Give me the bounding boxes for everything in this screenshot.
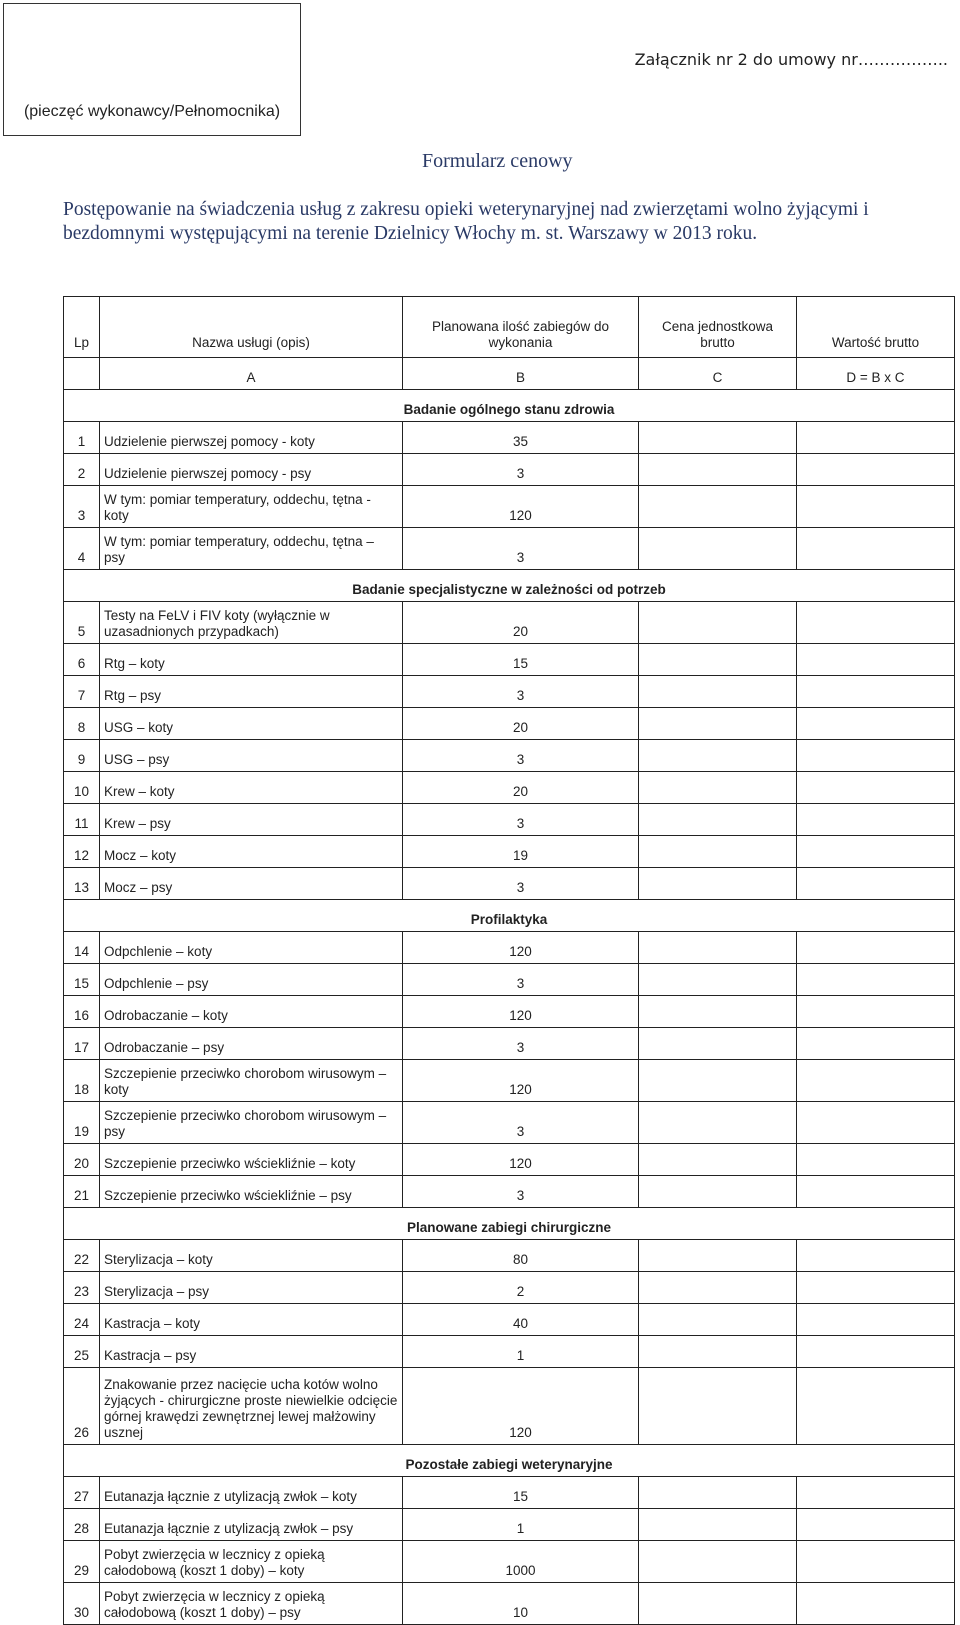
stamp-label: (pieczęć wykonawcy/Pełnomocnika) [23,103,281,120]
row-lp: 12 [64,836,100,868]
table-row [64,932,955,964]
header-qty: Planowana ilość zabiegów do wykonania [403,297,639,358]
row-lp: 2 [64,454,100,486]
letters-row [64,358,955,390]
row-unit-price-cell[interactable] [639,1304,797,1336]
row-planned-quantity: 120 [403,932,639,964]
row-unit-price-cell[interactable] [639,932,797,964]
row-total-value-cell[interactable] [797,1102,955,1144]
row-service-name: Mocz – koty [100,836,403,868]
row-planned-quantity: 20 [403,772,639,804]
row-lp: 23 [64,1272,100,1304]
header-name: Nazwa usługi (opis) [100,297,403,358]
row-service-name: Kastracja – psy [100,1336,403,1368]
table-row [64,422,955,454]
row-service-name: Eutanazja łącznie z utylizacją zwłok – koty [100,1477,403,1509]
row-service-name: Udzielenie pierwszej pomocy - psy [100,454,403,486]
row-lp: 15 [64,964,100,996]
row-service-name: W tym: pomiar temperatury, oddechu, tętna – psy [100,528,403,570]
row-unit-price-cell[interactable] [639,1336,797,1368]
row-total-value-cell[interactable] [797,486,955,528]
row-total-value-cell[interactable] [797,964,955,996]
row-service-name: Sterylizacja – koty [100,1240,403,1272]
table-row [64,708,955,740]
procurement-subject: Postępowanie na świadczenia usług z zakresu opieki weterynaryjnej nad zwierzętami wolno żyjącymi i bezdomnymi występującymi na terenie Dzielnicy Włochy m. st. Warszawy w 2013 roku. [63,199,869,244]
row-unit-price-cell[interactable] [639,676,797,708]
row-lp: 13 [64,868,100,900]
table-row [64,1477,955,1509]
row-planned-quantity: 80 [403,1240,639,1272]
row-planned-quantity: 120 [403,1060,639,1102]
row-total-value-cell[interactable] [797,528,955,570]
row-lp: 30 [64,1583,100,1625]
row-unit-price-cell[interactable] [639,1272,797,1304]
row-planned-quantity: 19 [403,836,639,868]
row-lp: 22 [64,1240,100,1272]
header-lp: Lp [64,297,100,358]
row-planned-quantity: 3 [403,740,639,772]
row-service-name: USG – koty [100,708,403,740]
row-service-name: Krew – koty [100,772,403,804]
row-unit-price-cell[interactable] [639,644,797,676]
row-service-name: Szczepienie przeciwko wściekliźnie – koty [100,1144,403,1176]
row-total-value-cell[interactable] [797,708,955,740]
row-unit-price-cell[interactable] [639,708,797,740]
table-row [64,1144,955,1176]
row-planned-quantity: 3 [403,528,639,570]
table-row [64,964,955,996]
table-row [64,1336,955,1368]
row-lp: 10 [64,772,100,804]
row-lp: 6 [64,644,100,676]
row-lp: 3 [64,486,100,528]
section-header-row [64,390,955,422]
row-unit-price-cell[interactable] [639,528,797,570]
row-total-value-cell[interactable] [797,836,955,868]
row-unit-price-cell[interactable] [639,868,797,900]
header-value: Wartość brutto [797,297,955,358]
row-unit-price-cell[interactable] [639,486,797,528]
row-unit-price-cell[interactable] [639,602,797,644]
table-row [64,996,955,1028]
row-planned-quantity: 3 [403,454,639,486]
row-total-value-cell[interactable] [797,1240,955,1272]
table-row [64,602,955,644]
row-lp: 16 [64,996,100,1028]
row-service-name: USG – psy [100,740,403,772]
row-unit-price-cell[interactable] [639,740,797,772]
row-unit-price-cell[interactable] [639,1541,797,1583]
row-service-name: Pobyt zwierzęcia w lecznicy z opieką całodobową (koszt 1 doby) – koty [100,1541,403,1583]
stamp-box [3,3,301,136]
letter-d: D = B x C [797,358,955,390]
table-row [64,1541,955,1583]
letter-c: C [639,358,797,390]
row-planned-quantity: 1 [403,1509,639,1541]
section-header-row [64,900,955,932]
row-planned-quantity: 2 [403,1272,639,1304]
row-lp: 9 [64,740,100,772]
table-row [64,836,955,868]
page-title: Formularz cenowy [422,150,573,172]
annex-reference: Załącznik nr 2 do umowy nr…………….. [634,50,948,69]
row-total-value-cell[interactable] [797,1368,955,1445]
row-lp: 19 [64,1102,100,1144]
row-total-value-cell[interactable] [797,454,955,486]
row-unit-price-cell[interactable] [639,1477,797,1509]
row-total-value-cell[interactable] [797,1028,955,1060]
header-price: Cena jednostkowa brutto [639,297,797,358]
row-planned-quantity: 3 [403,1028,639,1060]
row-lp: 25 [64,1336,100,1368]
row-planned-quantity: 1000 [403,1541,639,1583]
row-unit-price-cell[interactable] [639,836,797,868]
row-lp: 24 [64,1304,100,1336]
row-lp: 29 [64,1541,100,1583]
table-row [64,804,955,836]
row-planned-quantity: 10 [403,1583,639,1625]
row-total-value-cell[interactable] [797,676,955,708]
row-total-value-cell[interactable] [797,932,955,964]
table-row [64,772,955,804]
row-total-value-cell[interactable] [797,1583,955,1625]
row-planned-quantity: 3 [403,964,639,996]
row-lp: 14 [64,932,100,964]
table-row [64,1102,955,1144]
row-total-value-cell[interactable] [797,1272,955,1304]
row-service-name: Znakowanie przez nacięcie ucha kotów wolno żyjących - chirurgiczne proste niewielkie odcięcie górnej krawędzi zewnętrznej lewej małżowiny usznej [100,1368,403,1445]
row-total-value-cell[interactable] [797,1144,955,1176]
letter-b: B [403,358,639,390]
row-planned-quantity: 35 [403,422,639,454]
section-title: Pozostałe zabiegi weterynaryjne [64,1445,955,1477]
row-planned-quantity: 120 [403,1368,639,1445]
row-planned-quantity: 3 [403,804,639,836]
row-lp: 4 [64,528,100,570]
row-service-name: Eutanazja łącznie z utylizacją zwłok – psy [100,1509,403,1541]
row-unit-price-cell[interactable] [639,1144,797,1176]
row-service-name: Szczepienie przeciwko chorobom wirusowym – psy [100,1102,403,1144]
row-total-value-cell[interactable] [797,1176,955,1208]
row-planned-quantity: 20 [403,602,639,644]
section-header-row [64,570,955,602]
row-planned-quantity: 15 [403,1477,639,1509]
row-lp: 26 [64,1368,100,1445]
row-total-value-cell[interactable] [797,1304,955,1336]
table-row [64,1240,955,1272]
row-service-name: Pobyt zwierzęcia w lecznicy z opieką całodobową (koszt 1 doby) – psy [100,1583,403,1625]
row-unit-price-cell[interactable] [639,996,797,1028]
table-row [64,1368,955,1445]
row-unit-price-cell[interactable] [639,1240,797,1272]
price-table [63,296,955,1625]
table-row [64,676,955,708]
row-service-name: Krew – psy [100,804,403,836]
row-total-value-cell[interactable] [797,1477,955,1509]
table-row [64,1060,955,1102]
table-row [64,1176,955,1208]
row-planned-quantity: 3 [403,868,639,900]
section-header-row [64,1445,955,1477]
row-planned-quantity: 1 [403,1336,639,1368]
row-service-name: Szczepienie przeciwko wściekliźnie – psy [100,1176,403,1208]
table-row [64,528,955,570]
row-planned-quantity: 15 [403,644,639,676]
row-planned-quantity: 3 [403,676,639,708]
row-service-name: Testy na FeLV i FIV koty (wyłącznie w uzasadnionych przypadkach) [100,602,403,644]
table-row [64,868,955,900]
header-row [64,297,955,358]
row-lp: 1 [64,422,100,454]
row-total-value-cell[interactable] [797,1541,955,1583]
row-total-value-cell[interactable] [797,996,955,1028]
row-service-name: Odpchlenie – koty [100,932,403,964]
row-planned-quantity: 120 [403,1144,639,1176]
row-unit-price-cell[interactable] [639,1060,797,1102]
row-lp: 28 [64,1509,100,1541]
row-service-name: Kastracja – koty [100,1304,403,1336]
row-lp: 27 [64,1477,100,1509]
table-row [64,740,955,772]
row-unit-price-cell[interactable] [639,804,797,836]
row-lp: 7 [64,676,100,708]
letter-a: A [100,358,403,390]
row-service-name: Odrobaczanie – koty [100,996,403,1028]
row-service-name: Szczepienie przeciwko chorobom wirusowym – koty [100,1060,403,1102]
section-title: Planowane zabiegi chirurgiczne [64,1208,955,1240]
row-lp: 20 [64,1144,100,1176]
row-total-value-cell[interactable] [797,422,955,454]
section-header-row [64,1208,955,1240]
table-row [64,486,955,528]
table-row [64,1028,955,1060]
row-service-name: Rtg – psy [100,676,403,708]
row-total-value-cell[interactable] [797,804,955,836]
row-planned-quantity: 120 [403,486,639,528]
row-unit-price-cell[interactable] [639,772,797,804]
row-service-name: Odrobaczanie – psy [100,1028,403,1060]
row-planned-quantity: 3 [403,1102,639,1144]
table-row [64,644,955,676]
row-service-name: W tym: pomiar temperatury, oddechu, tętna - koty [100,486,403,528]
row-service-name: Mocz – psy [100,868,403,900]
row-lp: 11 [64,804,100,836]
table-row [64,1583,955,1625]
row-planned-quantity: 120 [403,996,639,1028]
section-title: Badanie specjalistyczne w zależności od potrzeb [64,570,955,602]
row-unit-price-cell[interactable] [639,454,797,486]
row-lp: 8 [64,708,100,740]
row-unit-price-cell[interactable] [639,422,797,454]
row-unit-price-cell[interactable] [639,1176,797,1208]
row-unit-price-cell[interactable] [639,1028,797,1060]
price-table-body [64,297,955,1625]
row-planned-quantity: 3 [403,1176,639,1208]
row-unit-price-cell[interactable] [639,1102,797,1144]
section-title: Badanie ogólnego stanu zdrowia [64,390,955,422]
row-planned-quantity: 40 [403,1304,639,1336]
row-service-name: Sterylizacja – psy [100,1272,403,1304]
row-unit-price-cell[interactable] [639,964,797,996]
row-total-value-cell[interactable] [797,602,955,644]
row-lp: 17 [64,1028,100,1060]
section-title: Profilaktyka [64,900,955,932]
row-lp: 18 [64,1060,100,1102]
row-total-value-cell[interactable] [797,1336,955,1368]
row-service-name: Rtg – koty [100,644,403,676]
row-service-name: Odpchlenie – psy [100,964,403,996]
row-total-value-cell[interactable] [797,772,955,804]
row-total-value-cell[interactable] [797,868,955,900]
row-total-value-cell[interactable] [797,644,955,676]
letter-lp [64,358,100,390]
row-lp: 5 [64,602,100,644]
table-row [64,1272,955,1304]
row-unit-price-cell[interactable] [639,1368,797,1445]
row-total-value-cell[interactable] [797,740,955,772]
row-unit-price-cell[interactable] [639,1583,797,1625]
row-service-name: Udzielenie pierwszej pomocy - koty [100,422,403,454]
row-planned-quantity: 20 [403,708,639,740]
row-lp: 21 [64,1176,100,1208]
table-row [64,1304,955,1336]
row-total-value-cell[interactable] [797,1060,955,1102]
table-row [64,454,955,486]
